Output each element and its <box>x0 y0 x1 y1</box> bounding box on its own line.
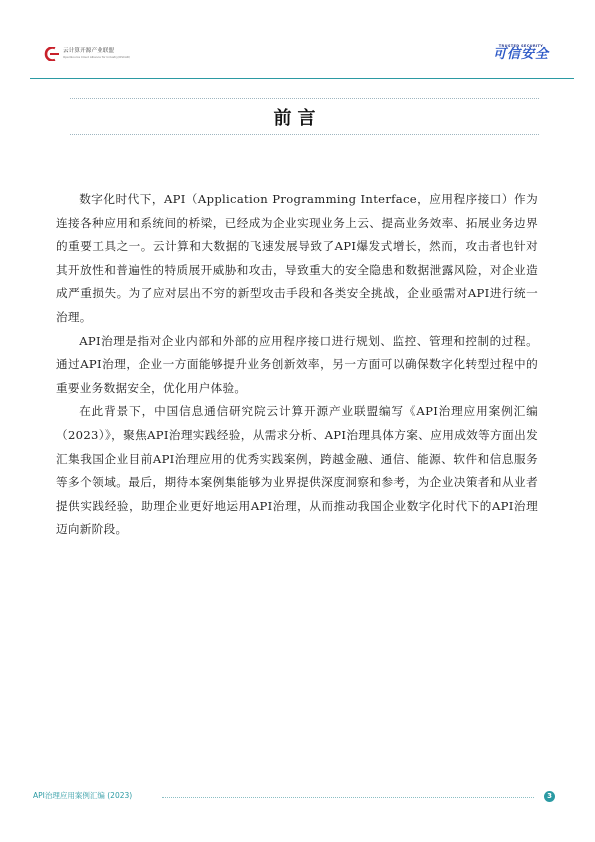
paragraph: 在此背景下，中国信息通信研究院云计算开源产业联盟编写《API治理应用案例汇编（2023）》，聚焦API治理实践经验，从需求分析、API治理具体方案、应用成效等方面出发汇集我国企业目前API治理应用的优秀实践案例，跨越金融、通信、能源、软件和信息服务等多个领域。最后，期待本案例集能够为业界提供深度洞察和参考，为企业决策者和从业者提供实践经验，助理企业更好地运用API治理，从而推动我国企业数字化时代下的API治理迈向新阶段。 <box>56 404 538 537</box>
footer-divider <box>162 797 534 798</box>
oscar-logo-name-en: OpenSource Cloud Alliance for Industry(OSCAR) <box>63 55 130 60</box>
preface-body <box>56 188 538 542</box>
trusted-security-logo-cn: 可信安全 <box>492 47 549 62</box>
oscar-logo-name-cn: 云计算开源产业联盟 <box>63 48 115 55</box>
trusted-security-logo-en: TRUSTED SECURITY <box>498 44 544 48</box>
paragraph: 数字化时代下，API（Application Programming Interface，应用程序接口）作为连接各种应用和系统间的桥梁，已经成为企业实现业务上云、提高业务效率、拓展业务边界的重要工具之一。云计算和大数据的飞速发展导致了API爆发式增长，然而，攻击者也针对其开放性和普遍性的特质展开威胁和攻击，导致重大的安全隐患和数据泄露风险，对企业造成严重损失。为了应对层出不穷的新型攻击手段和各类安全挑战，企业亟需对API进行统一治理。 <box>56 192 538 324</box>
page-title: 前言 <box>273 108 322 129</box>
trusted-security-logo <box>492 44 550 62</box>
paragraph: API治理是指对企业内部和外部的应用程序接口进行规划、监控、管理和控制的过程。通过API治理，企业一方面能够提升业务创新效率，另一方面可以确保数字化转型过程中的重要业务数据安全，优化用户体验。 <box>56 333 538 395</box>
page-number: 3 <box>544 791 555 802</box>
page-header <box>0 0 595 82</box>
title-rule-top <box>70 98 539 99</box>
header-divider <box>30 78 574 79</box>
footer-document-title: API治理应用案例汇编 (2023) <box>33 791 133 800</box>
oscar-logo-mark-icon <box>44 47 60 61</box>
title-rule-bottom <box>70 134 539 135</box>
oscar-logo <box>44 46 130 62</box>
